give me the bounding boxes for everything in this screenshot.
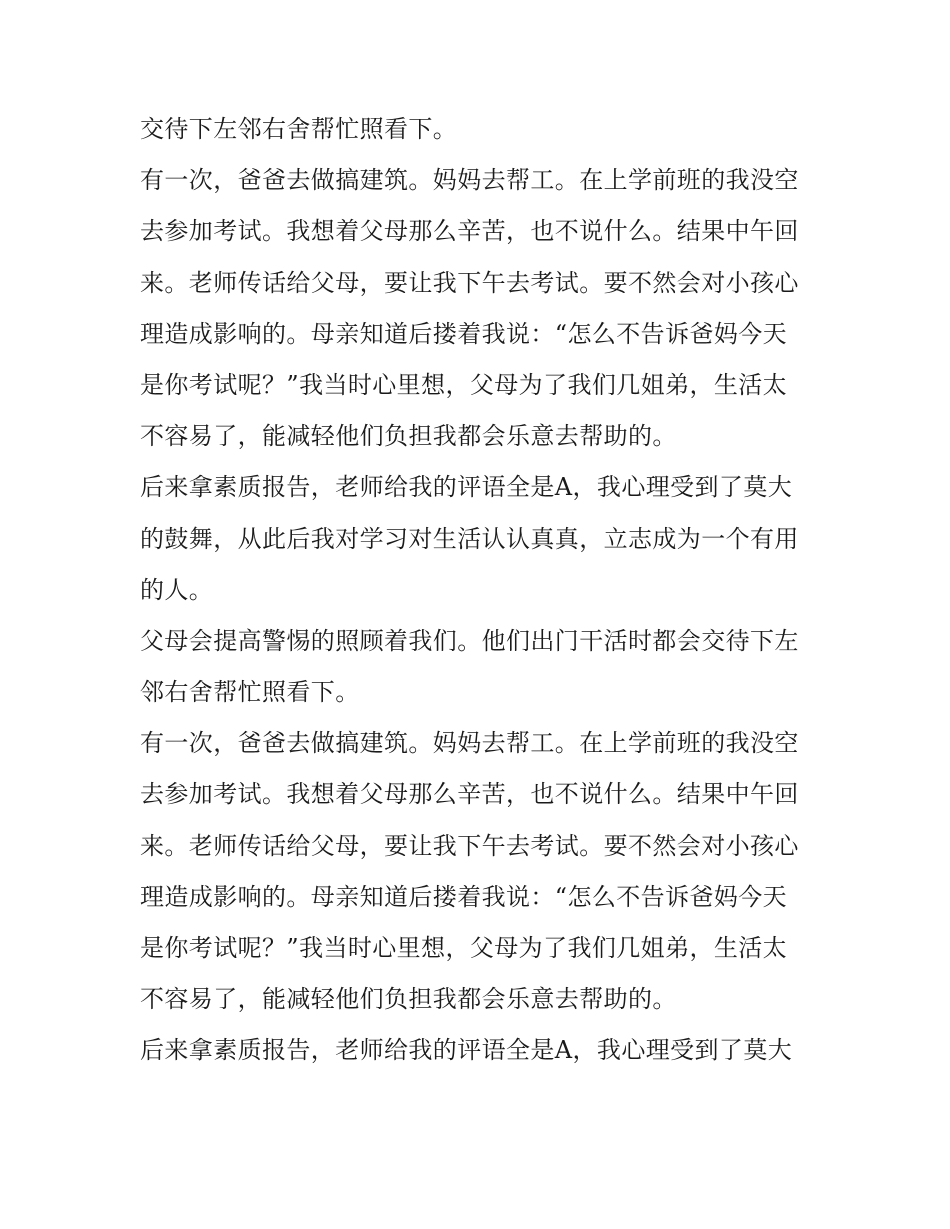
- text-line: 理造成影响的。母亲知道后搂着我说：“怎么不告诉爸妈今天: [140, 882, 788, 911]
- text-line: 不容易了，能减轻他们负担我都会乐意去帮助的。: [140, 422, 677, 451]
- document-body: [140, 104, 820, 1077]
- text-line: 邻右舍帮忙照看下。: [140, 678, 360, 707]
- text-line: 的人。: [140, 575, 214, 604]
- text-line: 交待下左邻右舍帮忙照看下。: [140, 115, 458, 143]
- text-line: 来。老师传话给父母，要让我下午去考试。要不然会对小孩心: [140, 268, 799, 297]
- text-line: 的鼓舞，从此后我对学习对生活认认真真，立志成为一个有用: [140, 524, 799, 553]
- text-line: 理造成影响的。母亲知道后搂着我说：“怎么不告诉爸妈今天: [140, 319, 788, 348]
- text-line: 有一次，爸爸去做搞建筑。妈妈去帮工。在上学前班的我没空: [140, 166, 799, 195]
- text-line: 去参加考试。我想着父母那么辛苦，也不说什么。结果中午回: [140, 217, 799, 246]
- text-line: 来。老师传话给父母，要让我下午去考试。要不然会对小孩心: [140, 831, 799, 860]
- text-line: 父母会提高警惕的照顾着我们。他们出门干活时都会交待下左: [140, 626, 799, 655]
- text-line: 是你考试呢？”我当时心里想，父母为了我们几姐弟，生活太: [140, 934, 788, 962]
- text-line: 后来拿素质报告，老师给我的评语全是A，我心理受到了莫大: [140, 473, 793, 502]
- text-line: 不容易了，能减轻他们负担我都会乐意去帮助的。: [140, 985, 677, 1014]
- text-line: 后来拿素质报告，老师给我的评语全是A，我心理受到了莫大: [140, 1036, 793, 1065]
- text-line: 有一次，爸爸去做搞建筑。妈妈去帮工。在上学前班的我没空: [140, 729, 799, 758]
- text-line: 是你考试呢？”我当时心里想，父母为了我们几姐弟，生活太: [140, 370, 788, 399]
- text-line: 去参加考试。我想着父母那么辛苦，也不说什么。结果中午回: [140, 780, 799, 809]
